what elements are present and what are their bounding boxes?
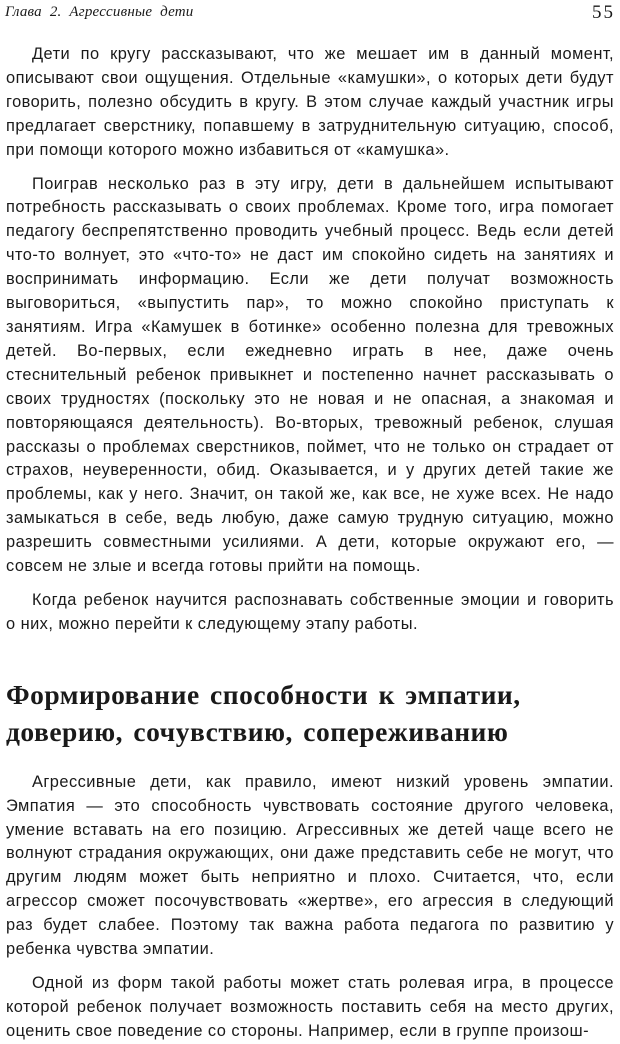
page-header	[5, 3, 615, 25]
page-body	[6, 43, 614, 1044]
body-paragraph: Одной из форм такой работы может стать ролевая игра, в процессе которой ребенок получает возможность поставить себя на место других, оценить свое поведение со стороны. Например, если в группе произош-	[6, 974, 614, 1040]
running-head: Глава 2. Агрессивные дети	[5, 4, 194, 20]
body-paragraph: Дети по кругу рассказывают, что же мешает им в данный момент, описывают свои ощущения. Отдельные «камушки», о которых дети будут говорить, полезно обсудить в кругу. В этом случае каждый участник игры предлагает сверстнику, попавшему в затруднительную ситуацию, способ, при помощи которого можно избавиться от «камушка».	[6, 45, 614, 159]
body-paragraph: Когда ребенок научится распознавать собственные эмоции и говорить о них, можно перейти к следующему этапу работы.	[6, 590, 614, 633]
page-number: 55	[592, 2, 615, 23]
body-paragraph: Поиграв несколько раз в эту игру, дети в дальнейшем испытывают потребность рассказывать о своих проблемах. Кроме того, игра помогает педагогу беспрепятственно проводить учебный процесс. Ведь если детей что-то волнует, это «что-то» не даст им спокойно сидеть на занятиях и воспринимать информацию. Если же дети получат возможность выговориться, «выпустить пар», то можно спокойно приступать к занятиям. Игра «Камушек в ботинке» особенно полезна для тревожных детей. Во-первых, если ежедневно играть в нее, даже очень стеснительный ребенок привыкнет и постепенно начнет рассказывать о своих трудностях (поскольку это не новая и не опасная, а знакомая и повторяющаяся деятельность). Во-вторых, тревожный ребенок, слушая рассказы о проблемах сверстников, поймет, что не только он страдает от страхов, неуверенности, обид. Оказывается, и у других детей такие же проблемы, как у него. Значит, он такой же, как все, не хуже всех. Не надо замыкаться в себе, ведь любую, даже самую трудную ситуацию, можно разрешить совместными усилиями. А дети, которые окружают его, — совсем не злые и всегда готовы прийти на помощь.	[6, 174, 614, 576]
section-heading: Формирование способности к эмпатии, доверию, сочувствию, сопереживанию	[6, 678, 521, 747]
body-paragraph: Агрессивные дети, как правило, имеют низкий уровень эмпатии. Эмпатия — это способность чувствовать состояние другого человека, умение вставать на его позицию. Агрессивных же детей чаще всего не волнуют страдания окружающих, они даже представить себе не могут, что другим людям может быть неприятно и плохо. Считается, что, если агрессор сможет посочувствовать «жертве», его агрессия в следующий раз будет слабее. Поэтому так важна работа педагога по развитию у ребенка чувства эмпатии.	[6, 772, 614, 959]
